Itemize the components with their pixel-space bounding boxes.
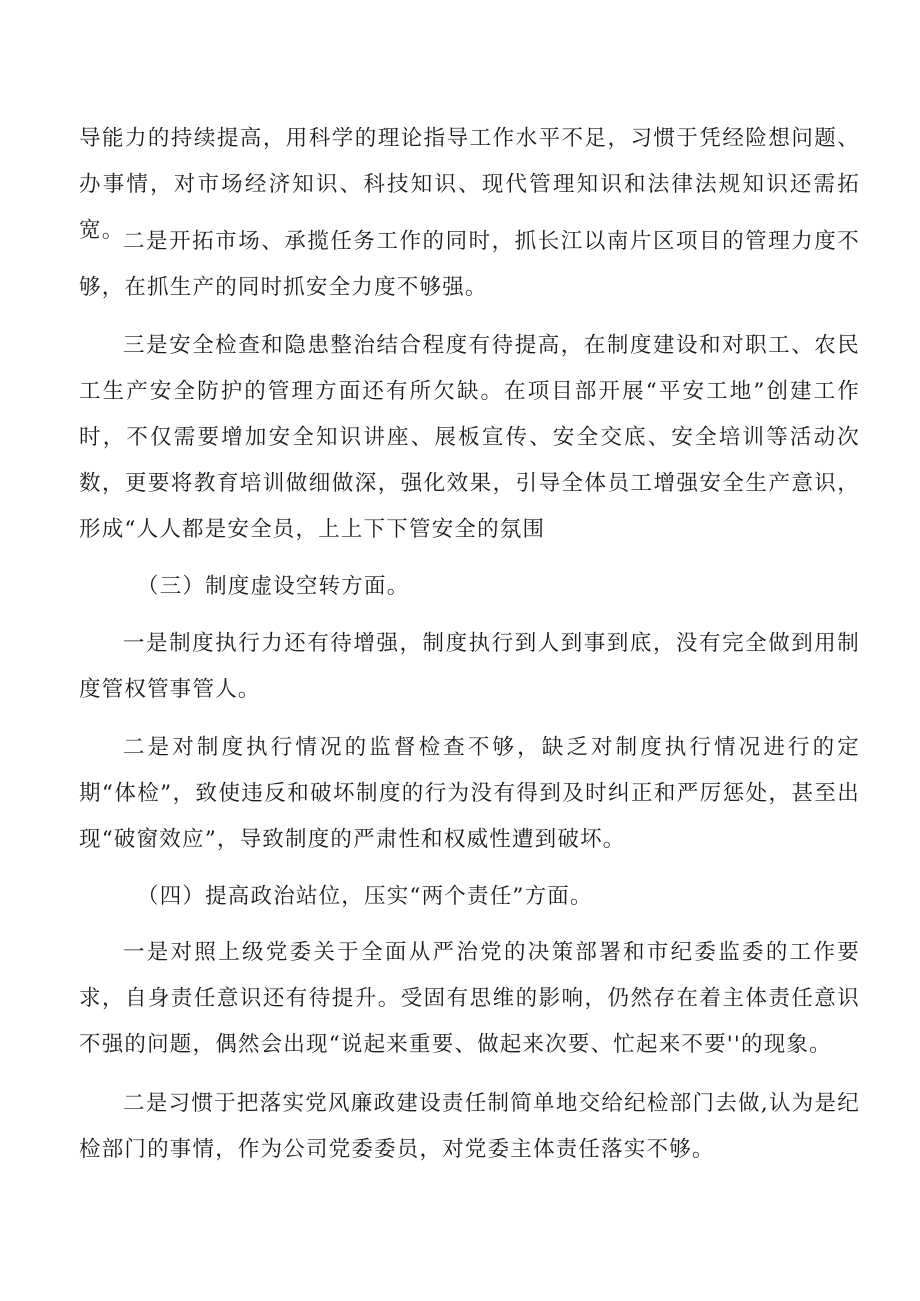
section-heading-4: （四）提高政治站位，压实“两个责任”方面。 (137, 884, 593, 909)
section-heading-3: （三）制度虚设空转方面。 (137, 574, 410, 599)
paragraph-point-2: 二是开拓市场、承揽任务工作的同时，抓长江以南片区项目的管理力度不够，在抓生产的同时抓安全力度不够强。 (79, 229, 860, 300)
paragraph-system-2: 二是对制度执行情况的监督检查不够，缺乏对制度执行情况进行的定期“体检”，致使违反和破坏制度的行为没有得到及时纠正和严厉惩处，甚至出现“破窗效应”，导致制度的严肃性和权威性遭到破坏。 (79, 735, 860, 852)
paragraph-continuation: 导能力的持续提高，用科学的理论指导工作水平不足，习惯于凭经险想问题、办事情，对市场经济知识、科技知识、现代管理知识和法律法规知识还需拓宽。 (79, 126, 860, 243)
paragraph-responsibility-1: 一是对照上级党委关于全面从严治党的决策部署和市纪委监委的工作要求，自身责任意识还有待提升。受固有思维的影响，仍然存在着主体责任意识不强的问题，偶然会出现“说起来重要、做起来次要、忙起来不要''的现象。 (79, 940, 860, 1057)
paragraph-responsibility-2: 二是习惯于把落实党风廉政建设责任制简单地交给纪检部门去做,认为是纪检部门的事情，作为公司党委委员，对党委主体责任落实不够。 (79, 1091, 860, 1162)
paragraph-point-3: 三是安全检查和隐患整治结合程度有待提高，在制度建设和对职工、农民工生产安全防护的管理方面还有所欠缺。在项目部开展“平安工地”创建工作时，不仅需要增加安全知识讲座、展板宣传、安全交底、安全培训等活动次数，更要将教育培训做细做深，强化效果，引导全体员工增强安全生产意识，形成“人人都是安全员，上上下下管安全的氛围 (79, 333, 860, 542)
paragraph-system-1: 一是制度执行力还有待增强，制度执行到人到事到底，没有完全做到用制度管权管事管人。 (79, 631, 860, 702)
